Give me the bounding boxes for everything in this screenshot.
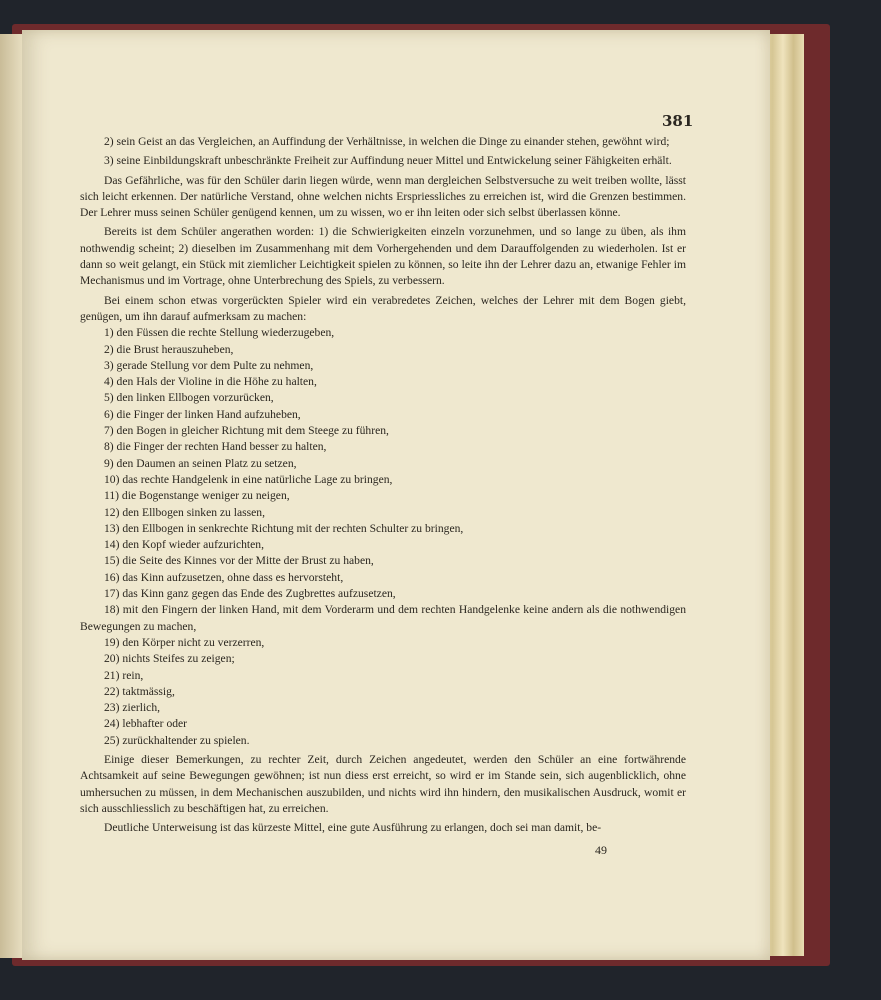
paragraph: Das Gefährliche, was für den Schüler darin liegen würde, wenn man dergleichen Selbstversuche zu weit treiben wollte, lässt sich leicht erkennen. Der natürliche Verstand, ohne welchen nichts Erspriessliches zu erreichen ist, wird die Grenzen bestimmen. Der Lehrer muss seinen Schüler genügend kennen, um zu wissen, wo er ihn leiten oder sich selbst überlassen könne.	[80, 173, 686, 220]
list-item: 23) zierlich,	[104, 701, 161, 715]
list-item: 17) das Kinn ganz gegen das Ende des Zugbrettes aufzusetzen,	[104, 587, 396, 601]
list-item: 22) taktmässig,	[104, 684, 175, 698]
list-item: 5) den linken Ellbogen vorzurücken,	[104, 391, 274, 405]
paragraph: Deutliche Unterweisung ist das kürzeste Mittel, eine gute Ausführung zu erlangen, doch sei man damit, be-	[104, 821, 602, 835]
list-item: 8) die Finger der rechten Hand besser zu halten,	[104, 440, 327, 454]
list-item: 24) lebhafter oder	[104, 717, 188, 731]
page-body	[80, 134, 686, 839]
signature-mark: 49	[595, 843, 607, 857]
list-item: 13) den Ellbogen in senkrechte Richtung mit der rechten Schulter zu bringen,	[104, 521, 464, 535]
paragraph: Einige dieser Bemerkungen, zu rechter Zeit, durch Zeichen angedeutet, werden den Schüler an eine fortwährende Achtsamkeit auf seine Bewegungen gewöhnen; ist nun diess erst erreicht, so wird er im Stande sein, sich augenblicklich, ohne umhersuchen zu müssen, in dem Mechanischen auszubilden, und nichts wird ihn hindern, den musikalischen Ausdruck, womit er sich ausschliesslich zu beschäftigen hat, zu erreichen.	[80, 752, 686, 815]
list	[80, 325, 686, 749]
list-item: 16) das Kinn aufzusetzen, ohne dass es hervorsteht,	[104, 570, 344, 584]
list-item: 1) den Füssen die rechte Stellung wiederzugeben,	[104, 326, 335, 340]
left-page-edge	[0, 34, 24, 958]
list-item: 9) den Daumen an seinen Platz zu setzen,	[104, 456, 297, 470]
list-item: 10) das rechte Handgelenk in eine natürliche Lage zu bringen,	[104, 472, 393, 486]
list-item: 3) gerade Stellung vor dem Pulte zu nehmen,	[104, 358, 314, 372]
paragraph: Bei einem schon etwas vorgerückten Spieler wird ein verabredetes Zeichen, welches der Lehrer mit dem Bogen giebt, genügen, um ihn darauf aufmerksam zu machen:	[80, 293, 686, 323]
list-item: 14) den Kopf wieder aufzurichten,	[104, 538, 264, 552]
list-item: 19) den Körper nicht zu verzerren,	[104, 635, 265, 649]
list-item: 11) die Bogenstange weniger zu neigen,	[104, 489, 290, 503]
list-item: 7) den Bogen in gleicher Richtung mit dem Steege zu führen,	[104, 424, 389, 438]
list-item: 25) zurückhaltender zu spielen.	[104, 733, 250, 747]
list-item: 4) den Hals der Violine in die Höhe zu halten,	[104, 375, 317, 389]
list-item: 21) rein,	[104, 668, 144, 682]
list-item: 15) die Seite des Kinnes vor der Mitte der Brust zu haben,	[104, 554, 374, 568]
paragraph: 3) seine Einbildungskraft unbeschränkte Freiheit zur Auffindung neuer Mittel und Entwickelung seiner Fähigkeiten erhält.	[104, 154, 672, 168]
paragraph: Bereits ist dem Schüler angerathen worden: 1) die Schwierigkeiten einzeln vorzunehmen, und so lange zu üben, als ihm nothwendig scheint; 2) dieselben im Zusammenhang mit dem Vorhergehenden und dem Darauffolgenden zu wiederholen. Ist er dann so weit gelangt, ein Stück mit ziemlicher Leichtigkeit spielen zu können, so leite ihn der Lehrer dazu an, etwanige Fehler im Mechanismus und im Vortrage, ohne Unterbrechung des Spiels, zu verbessern.	[80, 225, 686, 288]
list-item: 6) die Finger der linken Hand aufzuheben,	[104, 407, 301, 421]
list-item: 18) mit den Fingern der linken Hand, mit dem Vorderarm und dem rechten Handgelenke keine andern als die nothwendigen Bewegungen zu machen,	[80, 603, 686, 633]
paragraph: 2) sein Geist an das Vergleichen, an Auffindung der Verhältnisse, in welchen die Dinge zu einander stehen, gewöhnt wird;	[104, 135, 670, 148]
list-item: 2) die Brust herauszuheben,	[104, 342, 234, 356]
list-item: 12) den Ellbogen sinken zu lassen,	[104, 505, 265, 519]
list-item: 20) nichts Steifes zu zeigen;	[104, 652, 235, 666]
page-number: 381	[662, 112, 694, 130]
